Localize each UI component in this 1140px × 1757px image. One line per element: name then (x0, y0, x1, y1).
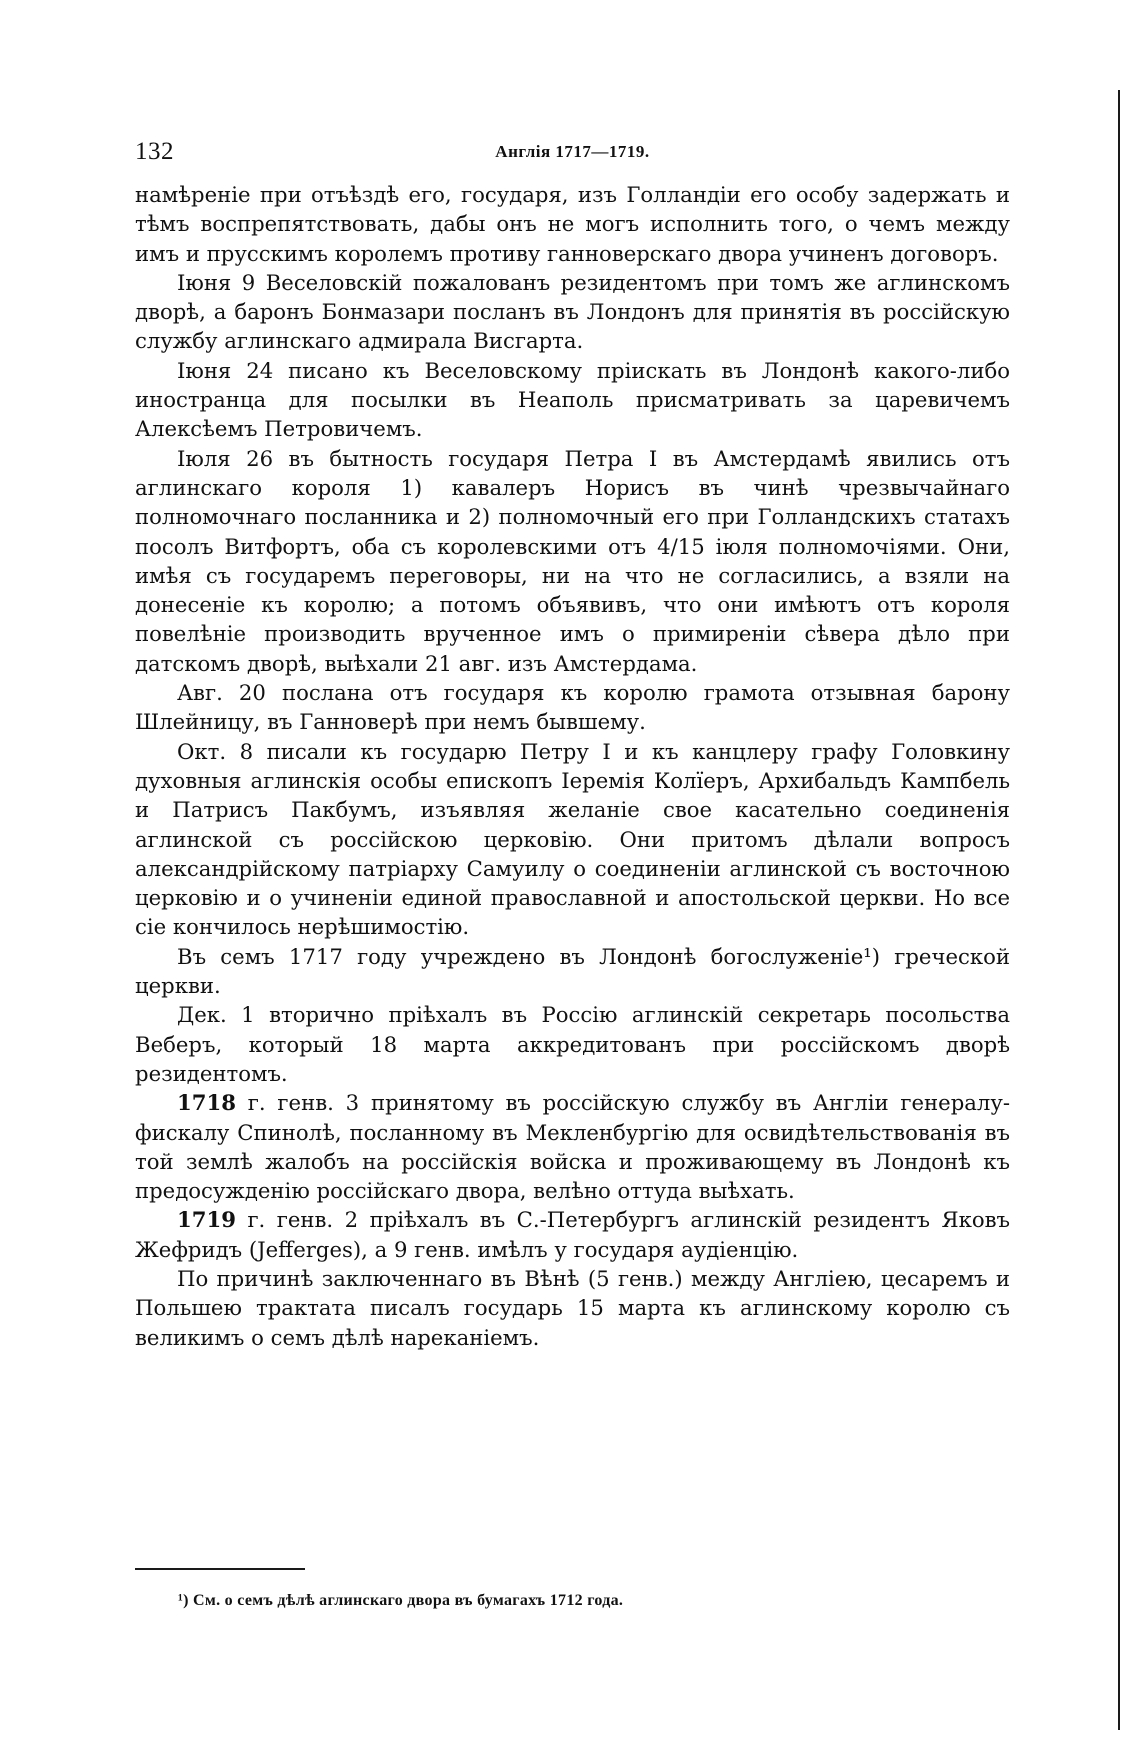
paragraph: Іюня 24 писано къ Веселовскому пріискать въ Лондонѣ какого-либо иностранца для посылки въ Неаполь присматривать за царевичемъ Алексѣемъ Петровичемъ. (135, 357, 1010, 442)
paragraph: 1718 г. генв. 3 принятому въ россійскую службу въ Англіи генералу-фискалу Спинолѣ, посланному въ Мекленбургію для освидѣтельствованія въ той землѣ жалобъ на россійскія войска и проживающему въ Лондонѣ къ предосужденію россійскаго двора, велѣно оттуда выѣхать. (135, 1090, 1010, 1204)
paragraph: Авг. 20 послана отъ государя къ королю грамота отзывная барону Шлейницу, въ Ганноверѣ при немъ бывшему. (135, 680, 1010, 735)
paragraph: Въ семъ 1717 году учреждено въ Лондонѣ богослуженіе¹) греческой церкви. (135, 943, 1010, 999)
year-heading: 1719 (177, 1207, 236, 1233)
running-title: Англія 1717—1719. (495, 142, 650, 161)
paragraph: 1719 г. генв. 2 пріѣхалъ въ С.-Петербургъ аглинскій резидентъ Яковъ Жефридъ (Jefferges), а 9 генв. имѣлъ у государя аудіенцію. (135, 1207, 1010, 1262)
paragraph: Окт. 8 писали къ государю Петру I и къ канцлеру графу Головкину духовныя аглинскія особы епископъ Іеремія Колїеръ, Архибальдъ Кампбель и Патрисъ Пакбумъ, изъявляя желаніе свое касательно соединенія аглинской съ россійскою церковію. Они притомъ дѣлали вопросъ александрійскому патріарху Самуилу о соединеніи аглинской съ восточною церковію и о учиненіи единой православной и апостольской церкви. Но все сіе кончилось нерѣшимостію. (135, 738, 1010, 940)
paragraph: Іюня 9 Веселовскій пожалованъ резидентомъ при томъ же аглинскомъ дворѣ, а баронъ Бонмазари посланъ въ Лондонъ для принятія въ россійскую службу аглинскаго адмирала Висгарта. (135, 269, 1010, 354)
paragraph: Іюля 26 въ бытность государя Петра I въ Амстердамѣ явились отъ аглинскаго короля 1) кавалеръ Норисъ въ чинѣ чрезвычайнаго полномочнаго посланника и 2) полномочный его при Голландскихъ статахъ посолъ Витфортъ, оба съ королевскими отъ 4/15 іюля полномочіями. Они, имѣя съ государемъ переговоры, ни на что не согласились, а взяли на донесеніе къ королю; а потомъ объявивъ, что они имѣютъ отъ короля повелѣніе производить врученное имъ о примиреніи сѣвера дѣло при датскомъ дворѣ, выѣхали 21 авг. изъ Амстердама. (135, 445, 1010, 676)
paragraph: намѣреніе при отъѣздѣ его, государя, изъ Голландіи его особу задержать и тѣмъ воспрепятствовать, дабы онъ не могъ исполнить того, о чемъ между имъ и прусскимъ королемъ противу ганноверскаго двора учиненъ договоръ. (135, 182, 1010, 266)
page-number: 132 (135, 138, 174, 165)
page-edge-line (1118, 90, 1120, 1730)
year-heading: 1718 (177, 1090, 236, 1116)
body-text (135, 180, 1010, 1352)
paragraph: Дек. 1 вторично пріѣхалъ въ Россію аглинскій секретарь посольства Веберъ, который 18 марта аккредитованъ при россійскомъ дворѣ резидентомъ. (135, 1002, 1010, 1086)
paragraph: По причинѣ заключеннаго въ Вѣнѣ (5 генв.) между Англіею, цесаремъ и Польшею трактата писалъ государь 15 марта къ аглинскому королю съ великимъ о семъ дѣлѣ нареканіемъ. (135, 1265, 1010, 1350)
footnote-divider (135, 1568, 305, 1570)
page-header (135, 138, 1010, 168)
footnote: ¹) См. о семъ дѣлѣ аглинскаго двора въ бумагахъ 1712 года. (178, 1592, 624, 1609)
